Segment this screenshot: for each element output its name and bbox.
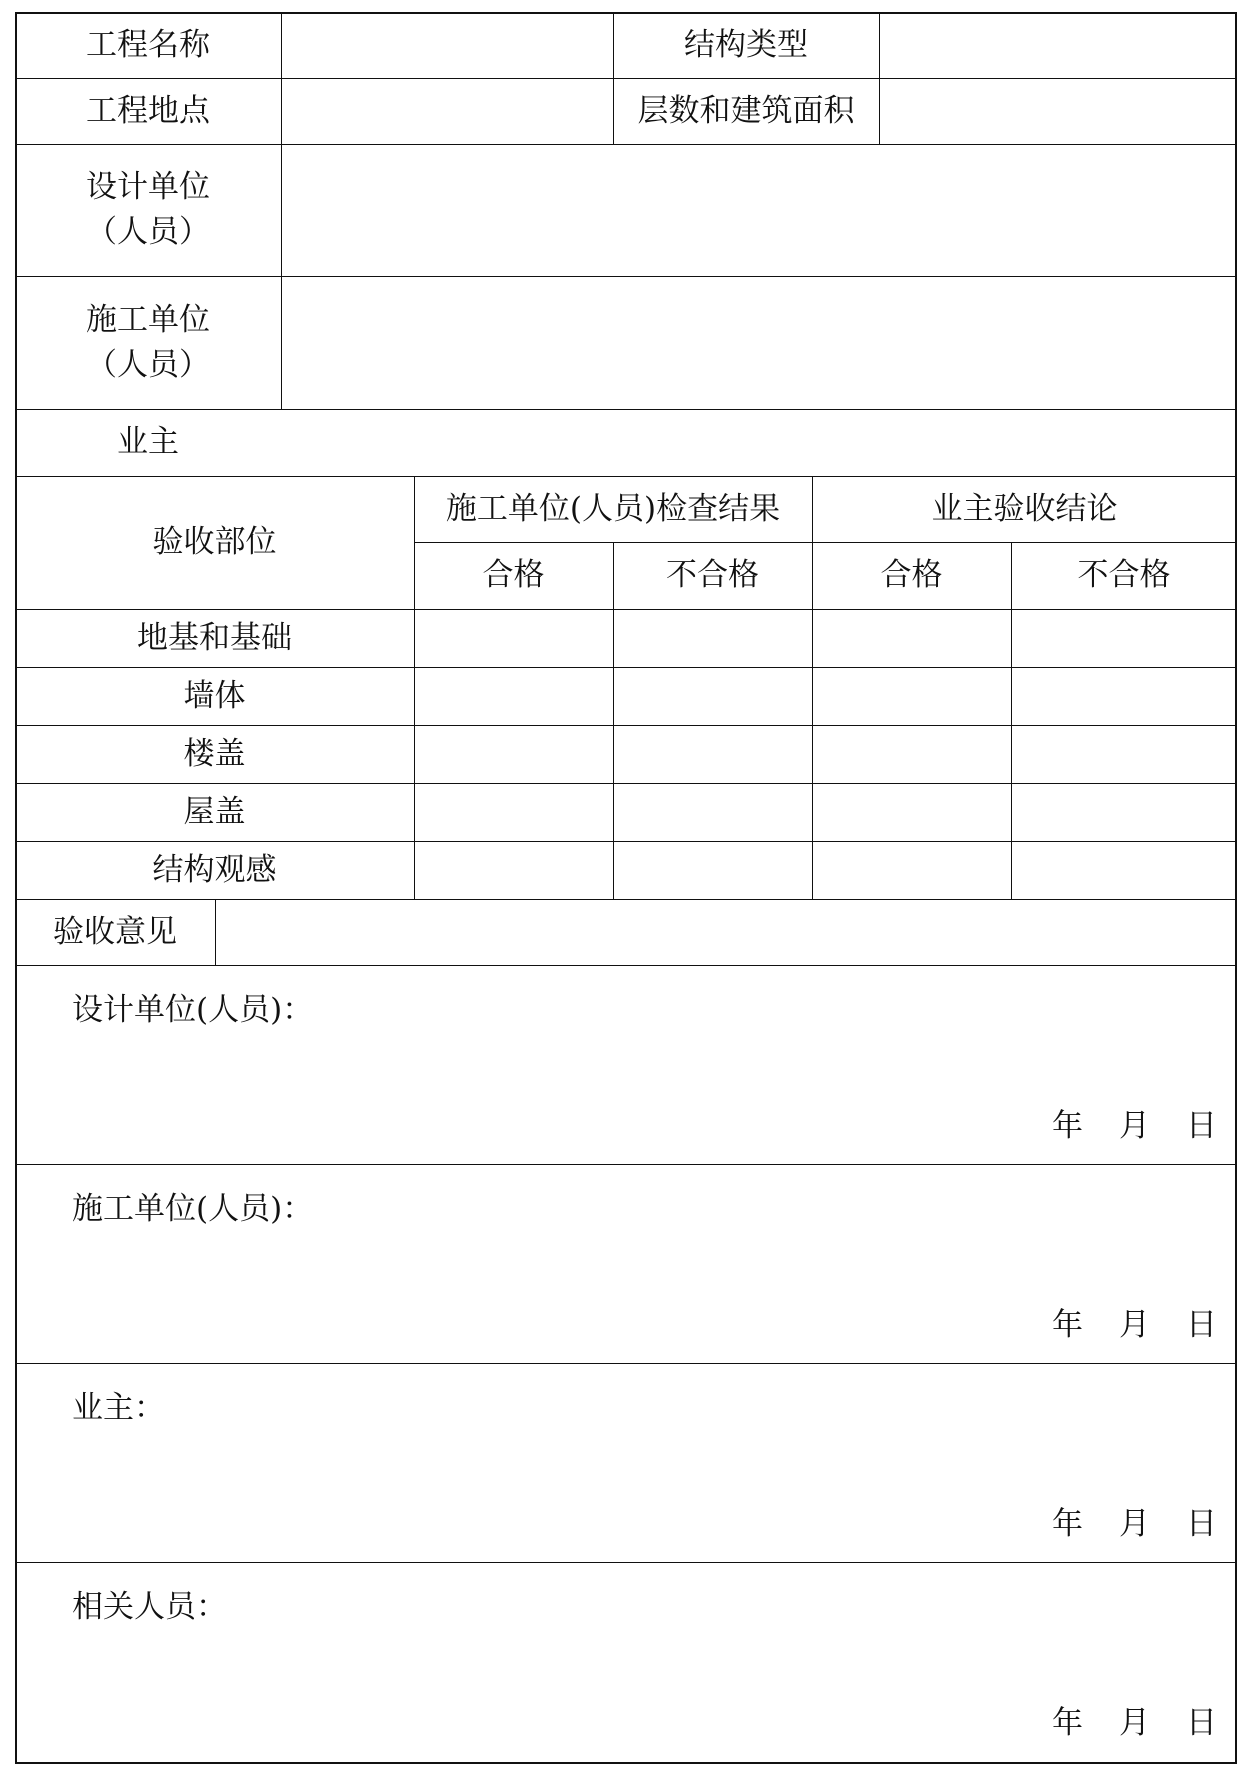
project-name-label: 工程名称: [86, 26, 210, 63]
signature-label-related: 相关人员：: [72, 1588, 227, 1625]
owner-unqualified-header: 不合格: [1077, 557, 1171, 594]
construction-qualified-header: 合格: [482, 557, 545, 594]
date-day: 日: [1186, 1307, 1217, 1343]
inspection-row-label: 墙体: [183, 677, 246, 714]
signature-label-owner: 业主：: [72, 1389, 165, 1426]
date-month: 月: [1119, 1108, 1150, 1144]
owner-qualified-header: 合格: [880, 557, 943, 594]
design-unit-value[interactable]: [281, 144, 1237, 276]
signature-label-construction: 施工单位(人员)：: [72, 1190, 314, 1227]
inspection-row-label: 地基和基础: [137, 619, 292, 656]
date-month: 月: [1119, 1307, 1150, 1343]
project-name-value[interactable]: [281, 12, 613, 78]
date-day: 日: [1186, 1705, 1217, 1741]
floors-area-label: 层数和建筑面积: [637, 92, 855, 129]
date-year: 年: [1052, 1108, 1083, 1144]
construction-unit-label: [15, 276, 281, 409]
date-year: 年: [1052, 1307, 1083, 1343]
date-month: 月: [1119, 1705, 1150, 1741]
construction-unit-label-line2: （人员）: [86, 346, 210, 383]
date-day: 日: [1186, 1506, 1217, 1542]
opinion-label: 验收意见: [53, 913, 177, 950]
signature-date: [1052, 1299, 1217, 1344]
date-year: 年: [1052, 1705, 1083, 1741]
row-divider: [15, 1363, 1237, 1364]
structure-type-value[interactable]: [879, 12, 1237, 78]
row-divider: [15, 1562, 1237, 1563]
inspection-row-label: 结构观感: [152, 851, 277, 888]
inspection-row-label: 屋盖: [183, 793, 246, 830]
structure-type-label: 结构类型: [684, 26, 808, 63]
owner-conclusion-header: 业主验收结论: [931, 490, 1118, 527]
construction-unit-label-line1: 施工单位: [86, 301, 210, 338]
date-month: 月: [1119, 1506, 1150, 1542]
opinion-value[interactable]: [215, 899, 1237, 965]
signature-date: [1052, 1697, 1217, 1742]
construction-unit-value[interactable]: [281, 276, 1237, 409]
floors-area-value[interactable]: [879, 78, 1237, 144]
row-divider: [15, 965, 1237, 966]
signature-label-design: 设计单位(人员)：: [72, 991, 314, 1028]
design-unit-label-line1: 设计单位: [86, 169, 210, 206]
design-unit-label: [15, 144, 281, 276]
design-unit-label-line2: （人员）: [86, 214, 210, 250]
signature-date: [1052, 1498, 1217, 1543]
project-location-label: 工程地点: [86, 92, 210, 129]
signature-date: [1052, 1100, 1217, 1145]
construction-unqualified-header: 不合格: [666, 557, 759, 594]
inspection-part-header: 验收部位: [152, 524, 277, 561]
construction-check-header: 施工单位(人员)检查结果: [445, 490, 781, 527]
row-divider: [15, 1164, 1237, 1165]
owner-label: 业主: [117, 424, 179, 461]
project-location-value[interactable]: [281, 78, 613, 144]
date-year: 年: [1052, 1506, 1083, 1542]
inspection-row-label: 楼盖: [183, 735, 246, 772]
date-day: 日: [1186, 1108, 1217, 1144]
owner-value[interactable]: [281, 409, 1237, 476]
